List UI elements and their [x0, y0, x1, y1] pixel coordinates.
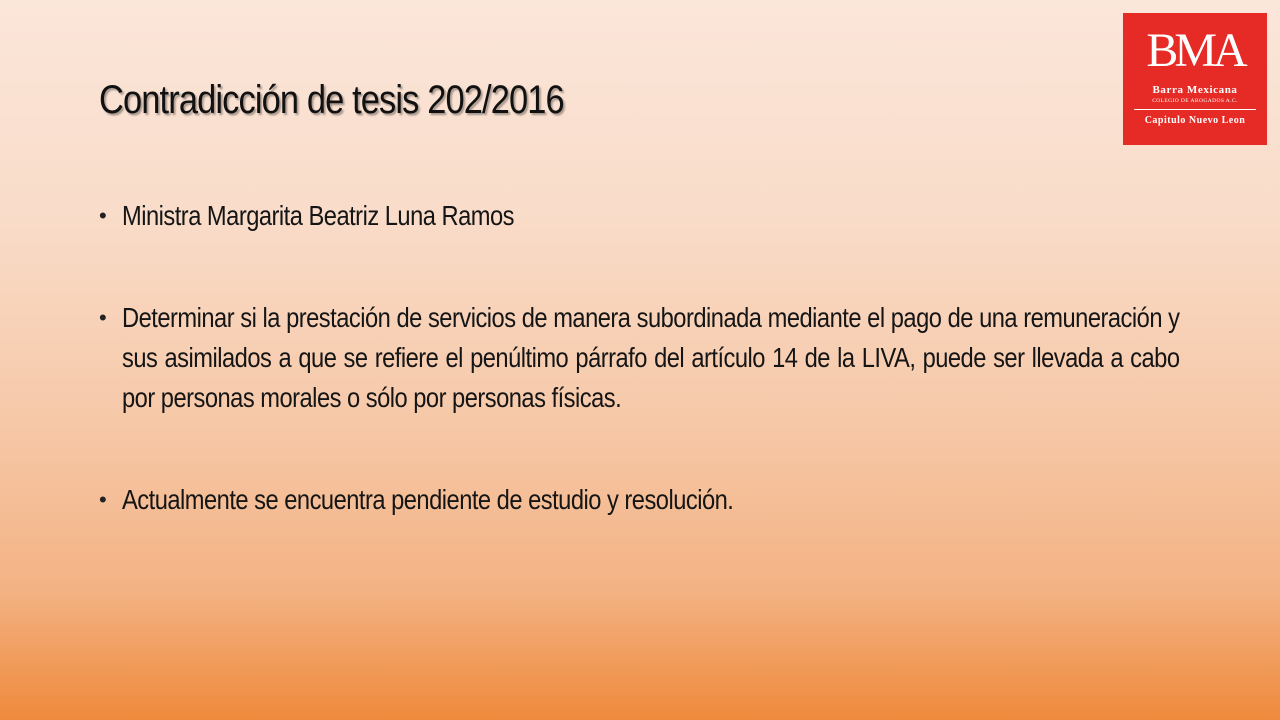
bullet-text: Actualmente se encuentra pendiente de estudio y resolución.	[122, 484, 734, 515]
bullet-text: Ministra Margarita Beatriz Luna Ramos	[122, 200, 514, 231]
bullet-item	[99, 480, 1181, 520]
logo-subtitle: COLEGIO DE ABOGADOS A.C.	[1152, 98, 1238, 104]
bullet-marker: •	[99, 487, 107, 512]
logo-divider	[1134, 109, 1256, 110]
bullet-list	[99, 196, 1181, 520]
logo-name: Barra Mexicana	[1152, 84, 1238, 96]
logo-mark: BMA	[1146, 24, 1244, 77]
bullet-item	[99, 298, 1181, 418]
bma-logo	[1123, 13, 1267, 145]
bullet-item	[99, 196, 1181, 236]
bullet-marker: •	[99, 305, 107, 330]
logo-chapter: Capitulo Nuevo Leon	[1144, 115, 1246, 126]
bullet-text: Determinar si la prestación de servicios de manera subordinada mediante el pago de una remuneración y sus asimilados a que se refiere el penúltimo párrafo del artículo 14 de la LIVA, puede ser llevada a cabo por personas morales o sólo por personas físicas.	[122, 302, 1180, 413]
slide-title: Contradicción de tesis 202/2016	[99, 78, 564, 122]
bullet-marker: •	[99, 203, 107, 228]
